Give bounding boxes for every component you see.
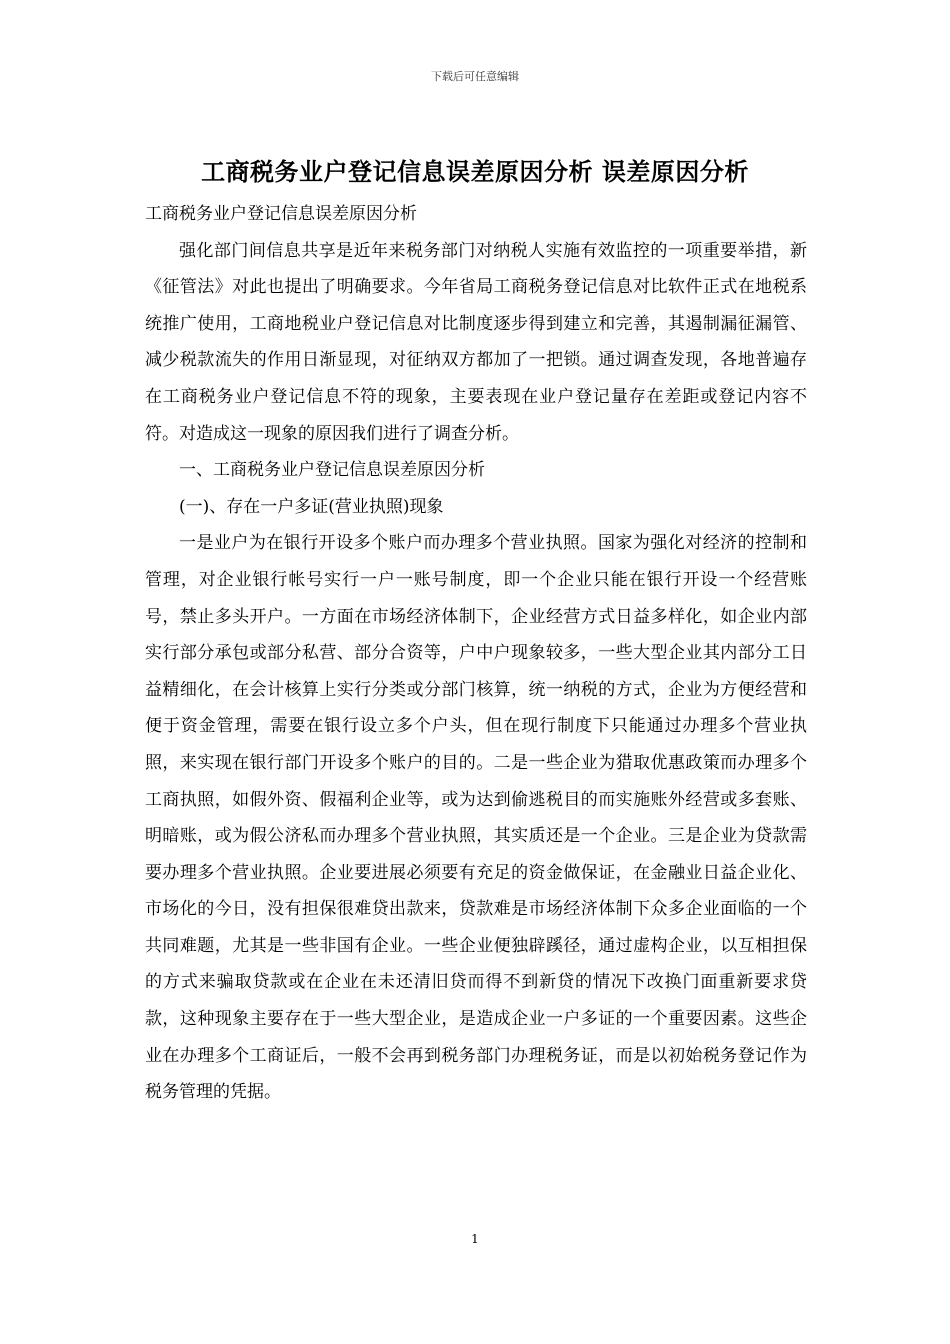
section-heading: 一、工商税务业户登记信息误差原因分析 xyxy=(179,460,485,481)
paragraph-intro: 强化部门间信息共享是近年来税务部门对纳税人实施有效监控的一项重要举措，新《征管法》对此也提出了明确要求。今年省局工商税务登记信息对比软件正式在地税系统推广使用，工商地税业户登记信息对比制度逐步得到建立和完善，其遏制漏征漏管、减少税款流失的作用日渐显现，对征纳双方都加了一把锁。通过调查发现，各地普遍存在工商税务业户登记信息不符的现象，主要表现在业户登记量存在差距或登记内容不符。对造成这一现象的原因我们进行了调查分析。 xyxy=(145,240,807,444)
paragraph-analysis: 一是业户为在银行开设多个账户而办理多个营业执照。国家为强化对经济的控制和管理，对企业银行帐号实行一户一账号制度，即一个企业只能在银行开设一个经营账号，禁止多头开户。一方面在市场经济体制下，企业经营方式日益多样化，如企业内部实行部分承包或部分私营、部分合资等，户中户现象较多，一些大型企业其内部分工日益精细化，在会计核算上实行分类或分部门核算，统一纳税的方式，企业为方便经营和便于资金管理，需要在银行设立多个户头，但在现行制度下只能通过办理多个营业执照，来实现在银行部门开设多个账户的目的。二是一些企业为猎取优惠政策而办理多个工商执照，如假外资、假福利企业等，或为达到偷逃税目的而实施账外经营或多套账、明暗账，或为假公济私而办理多个营业执照，其实质还是一个企业。三是企业为贷款需要办理多个营业执照。企业要进展必须要有充足的资金做保证，在金融业日益企业化、市场化的今日，没有担保很难贷出款来，贷款难是市场经济体制下众多企业面临的一个共同难题，尤其是一些非国有企业。一些企业便独辟蹊径，通过虚构企业，以互相担保的方式来骗取贷款或在企业在未还清旧贷而得不到新贷的情况下改换门面重新要求贷款，这种现象主要存在于一些大型企业，是造成企业一户多证的一个重要因素。这些企业在办理多个工商证后，一般不会再到税务部门办理税务证，而是以初始税务登记作为税务管理的凭据。 xyxy=(145,533,807,1103)
subtitle-line: 工商税务业户登记信息误差原因分析 xyxy=(145,204,417,224)
document-title: 工商税务业户登记信息误差原因分析 误差原因分析 xyxy=(201,157,749,186)
header-note: 下载后可任意编辑 xyxy=(431,70,519,83)
document-body xyxy=(145,196,807,1111)
page-number: 1 xyxy=(471,1232,479,1246)
subsection-heading: (一)、存在一户多证(营业执照)现象 xyxy=(179,496,444,517)
